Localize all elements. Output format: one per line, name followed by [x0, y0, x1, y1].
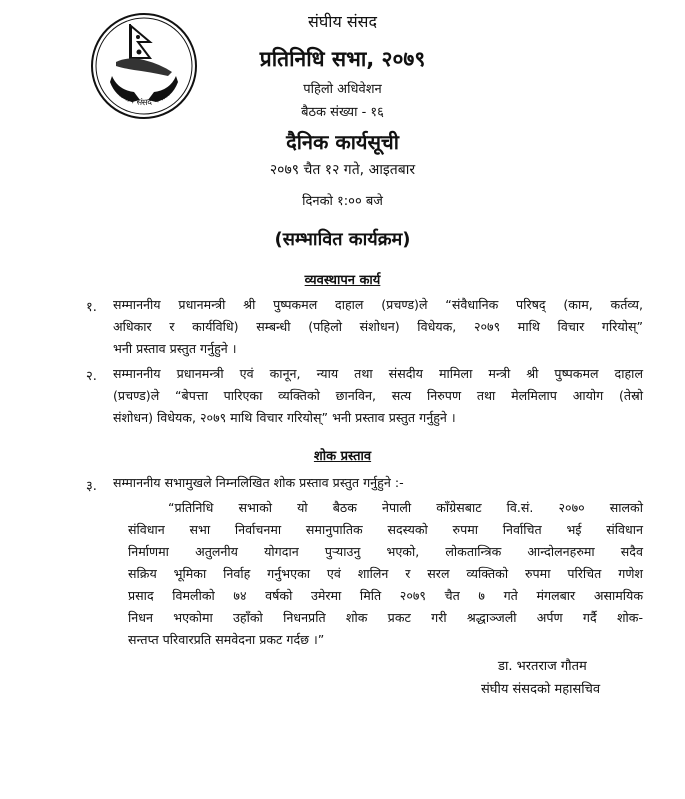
- quote-line: निधन भएकोमा उहाँको निधनप्रति शोक प्रकट गरी श्रद्धाञ्जली अर्पण गर्दै शोक-: [128, 610, 643, 625]
- agenda-title: दैनिक कार्यसूची: [286, 130, 399, 154]
- signatory-name: डा. भरतराज गौतम: [498, 659, 587, 674]
- item-number: ३.: [86, 479, 97, 494]
- program-title: (सम्भावित कार्यक्रम): [274, 229, 411, 250]
- item-line: भनी प्रस्ताव प्रस्तुत गर्नुहुने ।: [113, 341, 237, 356]
- quote-line: प्रसाद विमलीको ७४ वर्षको उमेरमा मिति २०७९ चैत ७ गते मंगलबार असामयिक: [128, 588, 643, 603]
- quote-line: निर्माणमा अतुलनीय योगदान पुऱ्याउनु भएको, लोकतान्त्रिक आन्दोलनहरुमा सदैव: [128, 544, 643, 559]
- item-line: (प्रचण्ड)ले “बेपत्ता पारिएका व्यक्तिको छानविन, सत्य निरुपण तथा मेलमिलाप आयोग (तेस्रो: [113, 388, 643, 403]
- item-number: २.: [86, 369, 97, 384]
- signatory-title: संघीय संसदको महासचिव: [481, 682, 601, 697]
- emblem-caption: संघीय संसद नेपाल: [116, 89, 172, 109]
- quote-line: “प्रतिनिधि सभाको यो बैठक नेपाली काँग्रेसबाट वि.सं. २०७० सालको: [168, 500, 643, 515]
- agenda-date: २०७९ चैत १२ गते, आइतबार: [269, 162, 416, 178]
- section-heading-legislative: व्यवस्थापन कार्य: [304, 273, 381, 288]
- item-line: सम्माननीय प्रधानमन्त्री एवं कानून, न्याय तथा संसदीय मामिला मन्त्री श्री पुष्पकमल दाहाल: [113, 366, 643, 381]
- house-title: प्रतिनिधि सभा, २०७९: [259, 47, 426, 71]
- section-heading-condolence: शोक प्रस्ताव: [313, 449, 372, 464]
- item-line: अधिकार र कार्यविधि) सम्बन्धी (पहिलो संशोधन) विधेयक, २०७९ माथि विचार गरियोस्”: [113, 319, 643, 334]
- agenda-time: दिनको १:०० बजे: [302, 194, 383, 209]
- session-label: पहिलो अधिवेशन: [303, 82, 382, 97]
- item-line: सम्माननीय प्रधानमन्त्री श्री पुष्पकमल दाहाल (प्रचण्ड)ले “संवैधानिक परिषद् (काम, कर्तव्य,: [113, 297, 643, 312]
- agenda-item-1: [113, 294, 643, 360]
- quote-line: सन्तप्त परिवारप्रति समवेदना प्रकट गर्दछ ।”: [128, 632, 325, 647]
- item-line: संशोधन) विधेयक, २०७९ माथि विचार गरियोस्” भनी प्रस्ताव प्रस्तुत गर्नुहुने ।: [113, 410, 456, 425]
- agenda-item-2: [113, 363, 643, 429]
- item-number: १.: [86, 300, 97, 315]
- quote-line: संविधान सभा निर्वाचनमा समानुपातिक सदस्यको रुपमा निर्वाचित भई संविधान: [128, 522, 643, 537]
- condolence-quote: [128, 497, 643, 651]
- parliament-name: संघीय संसद: [308, 12, 377, 31]
- meeting-number: बैठक संख्या - १६: [301, 105, 384, 120]
- quote-line: सक्रिय भूमिका निर्वाह गर्नुभएका एवं शालिन र सरल व्यक्तिको रुपमा परिचित गणेश: [128, 566, 643, 581]
- condolence-intro: सम्माननीय सभामुखले निम्नलिखित शोक प्रस्ताव प्रस्तुत गर्नुहुने :-: [113, 475, 404, 490]
